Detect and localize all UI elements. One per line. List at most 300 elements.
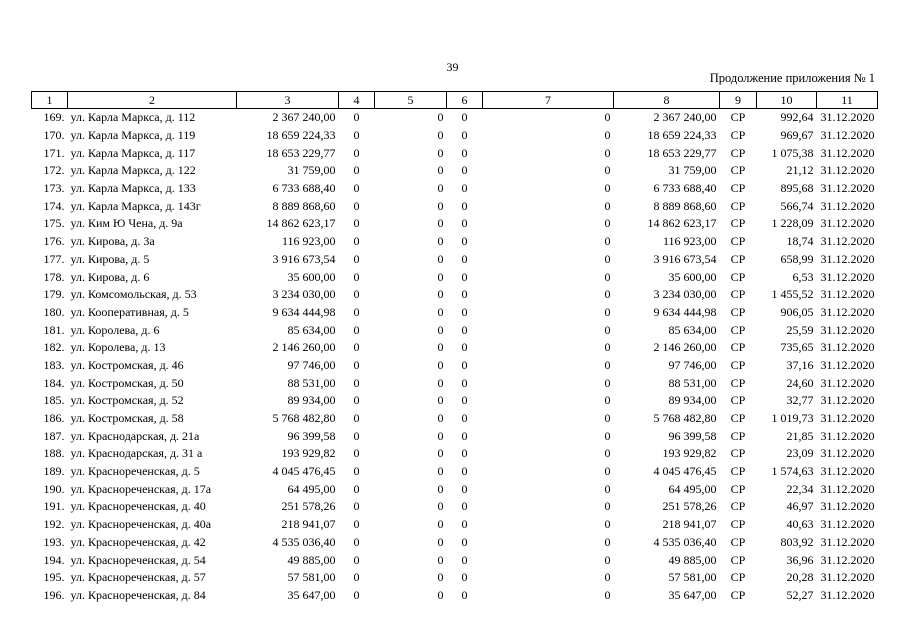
amount-col5-cell: 0 bbox=[437, 145, 444, 160]
row-number-cell: 187. bbox=[43, 428, 65, 443]
deadline-date-cell: 31.12.2020 bbox=[820, 446, 875, 461]
amount-col7-cell: 0 bbox=[604, 446, 611, 461]
column-header: 8 bbox=[614, 92, 720, 109]
row-number-cell: 178. bbox=[43, 269, 65, 284]
row-number-cell: 189. bbox=[43, 464, 65, 479]
deadline-date-cell: 31.12.2020 bbox=[820, 517, 875, 532]
column-header: 6 bbox=[447, 92, 483, 109]
address-cell: ул. Краснореченская, д. 40 bbox=[70, 499, 206, 514]
amount-total-cell: 18 659 224,33 bbox=[266, 128, 336, 143]
source-code-cell: СР bbox=[730, 357, 746, 372]
table-row bbox=[32, 215, 878, 233]
row-number-cell: 182. bbox=[43, 340, 65, 355]
amount-col7-cell: 0 bbox=[604, 322, 611, 337]
deadline-date-cell: 31.12.2020 bbox=[820, 428, 875, 443]
amount-total-cell: 49 885,00 bbox=[287, 552, 336, 567]
row-number-cell: 196. bbox=[43, 587, 65, 602]
amount-col8-cell: 35 647,00 bbox=[668, 587, 717, 602]
amount-col6-cell: 0 bbox=[461, 534, 468, 549]
source-code-cell: СР bbox=[730, 534, 746, 549]
column-header: 11 bbox=[817, 92, 878, 109]
source-code-cell: СР bbox=[730, 375, 746, 390]
amount-col7-cell: 0 bbox=[604, 481, 611, 496]
amount-col8-cell: 4 045 476,45 bbox=[653, 464, 717, 479]
row-number-cell: 172. bbox=[43, 163, 65, 178]
area-value-cell: 803,92 bbox=[780, 534, 814, 549]
address-cell: ул. Краснореченская, д. 17а bbox=[70, 481, 212, 496]
row-number-cell: 183. bbox=[43, 357, 65, 372]
source-code-cell: СР bbox=[730, 464, 746, 479]
amount-col7-cell: 0 bbox=[604, 216, 611, 231]
deadline-date-cell: 31.12.2020 bbox=[820, 287, 875, 302]
row-number-cell: 180. bbox=[43, 304, 65, 319]
amount-col5-cell: 0 bbox=[437, 287, 444, 302]
area-value-cell: 1 019,73 bbox=[771, 411, 814, 426]
table-row bbox=[32, 410, 878, 428]
area-value-cell: 6,53 bbox=[792, 269, 814, 284]
row-number-cell: 174. bbox=[43, 198, 65, 213]
table-row bbox=[32, 551, 878, 569]
amount-col5-cell: 0 bbox=[437, 587, 444, 602]
area-value-cell: 735,65 bbox=[780, 340, 814, 355]
area-value-cell: 1 574,63 bbox=[771, 464, 814, 479]
amount-col6-cell: 0 bbox=[461, 464, 468, 479]
column-header: 9 bbox=[720, 92, 757, 109]
amount-col6-cell: 0 bbox=[461, 517, 468, 532]
amount-col6-cell: 0 bbox=[461, 393, 468, 408]
amount-col7-cell: 0 bbox=[604, 198, 611, 213]
amount-col4-cell: 0 bbox=[353, 216, 360, 231]
amount-col5-cell: 0 bbox=[437, 552, 444, 567]
amount-col8-cell: 85 634,00 bbox=[668, 322, 717, 337]
amount-col5-cell: 0 bbox=[437, 499, 444, 514]
amount-col8-cell: 193 929,82 bbox=[662, 446, 717, 461]
amount-col4-cell: 0 bbox=[353, 110, 360, 125]
deadline-date-cell: 31.12.2020 bbox=[820, 411, 875, 426]
table-row bbox=[32, 127, 878, 145]
amount-col5-cell: 0 bbox=[437, 357, 444, 372]
row-number-cell: 181. bbox=[43, 322, 65, 337]
amount-col4-cell: 0 bbox=[353, 145, 360, 160]
source-code-cell: СР bbox=[730, 198, 746, 213]
column-header: 7 bbox=[483, 92, 614, 109]
amount-col8-cell: 4 535 036,40 bbox=[653, 534, 717, 549]
amount-col4-cell: 0 bbox=[353, 411, 360, 426]
amount-col5-cell: 0 bbox=[437, 269, 444, 284]
address-cell: ул. Краснореченская, д. 54 bbox=[70, 552, 206, 567]
source-code-cell: СР bbox=[730, 234, 746, 249]
area-value-cell: 658,99 bbox=[780, 251, 814, 266]
amount-col5-cell: 0 bbox=[437, 570, 444, 585]
amount-col4-cell: 0 bbox=[353, 446, 360, 461]
deadline-date-cell: 31.12.2020 bbox=[820, 499, 875, 514]
address-cell: ул. Кооперативная, д. 5 bbox=[70, 304, 189, 319]
amount-col6-cell: 0 bbox=[461, 181, 468, 196]
column-header: 4 bbox=[339, 92, 375, 109]
address-cell: ул. Карла Маркса, д. 143г bbox=[70, 198, 201, 213]
amount-col5-cell: 0 bbox=[437, 304, 444, 319]
amount-col6-cell: 0 bbox=[461, 128, 468, 143]
amount-col4-cell: 0 bbox=[353, 534, 360, 549]
table-row bbox=[32, 374, 878, 392]
amount-col4-cell: 0 bbox=[353, 251, 360, 266]
amount-total-cell: 4 535 036,40 bbox=[272, 534, 336, 549]
address-cell: ул. Кирова, д. 3а bbox=[70, 234, 155, 249]
amount-col6-cell: 0 bbox=[461, 198, 468, 213]
amount-col7-cell: 0 bbox=[604, 145, 611, 160]
amount-col6-cell: 0 bbox=[461, 322, 468, 337]
address-cell: ул. Краснореченская, д. 42 bbox=[70, 534, 206, 549]
amount-col8-cell: 218 941,07 bbox=[662, 517, 717, 532]
amount-col5-cell: 0 bbox=[437, 428, 444, 443]
table-row bbox=[32, 286, 878, 304]
row-number-cell: 173. bbox=[43, 181, 65, 196]
amount-col5-cell: 0 bbox=[437, 517, 444, 532]
amount-col5-cell: 0 bbox=[437, 322, 444, 337]
area-value-cell: 895,68 bbox=[780, 181, 814, 196]
table-row bbox=[32, 180, 878, 198]
amount-col5-cell: 0 bbox=[437, 110, 444, 125]
amount-col4-cell: 0 bbox=[353, 322, 360, 337]
deadline-date-cell: 31.12.2020 bbox=[820, 481, 875, 496]
amount-col7-cell: 0 bbox=[604, 499, 611, 514]
amount-col4-cell: 0 bbox=[353, 570, 360, 585]
table-row bbox=[32, 392, 878, 410]
amount-col8-cell: 88 531,00 bbox=[668, 375, 717, 390]
address-cell: ул. Краснодарская, д. 31 а bbox=[70, 446, 203, 461]
amount-col8-cell: 35 600,00 bbox=[668, 269, 717, 284]
area-value-cell: 22,34 bbox=[786, 481, 814, 496]
address-cell: ул. Карла Маркса, д. 122 bbox=[70, 163, 196, 178]
amount-total-cell: 4 045 476,45 bbox=[272, 464, 336, 479]
amount-total-cell: 2 146 260,00 bbox=[272, 340, 336, 355]
amount-col8-cell: 96 399,58 bbox=[668, 428, 717, 443]
source-code-cell: СР bbox=[730, 128, 746, 143]
area-value-cell: 21,85 bbox=[786, 428, 814, 443]
address-cell: ул. Кирова, д. 6 bbox=[70, 269, 150, 284]
column-header: 10 bbox=[757, 92, 817, 109]
amount-col6-cell: 0 bbox=[461, 428, 468, 443]
deadline-date-cell: 31.12.2020 bbox=[820, 128, 875, 143]
amount-col4-cell: 0 bbox=[353, 163, 360, 178]
amount-col4-cell: 0 bbox=[353, 499, 360, 514]
amount-col4-cell: 0 bbox=[353, 464, 360, 479]
area-value-cell: 32,77 bbox=[786, 393, 814, 408]
row-number-cell: 188. bbox=[43, 446, 65, 461]
amount-col8-cell: 251 578,26 bbox=[662, 499, 717, 514]
table-row bbox=[32, 480, 878, 498]
address-cell: ул. Комсомольская, д. 53 bbox=[70, 287, 197, 302]
amount-col8-cell: 18 653 229,77 bbox=[647, 145, 717, 160]
amount-col6-cell: 0 bbox=[461, 570, 468, 585]
address-cell: ул. Карла Маркса, д. 112 bbox=[70, 110, 196, 125]
deadline-date-cell: 31.12.2020 bbox=[820, 340, 875, 355]
amount-col6-cell: 0 bbox=[461, 411, 468, 426]
address-cell: ул. Краснодарская, д. 21а bbox=[70, 428, 200, 443]
amount-col5-cell: 0 bbox=[437, 534, 444, 549]
amount-col5-cell: 0 bbox=[437, 446, 444, 461]
amount-col7-cell: 0 bbox=[604, 340, 611, 355]
row-number-cell: 191. bbox=[43, 499, 65, 514]
address-cell: ул. Кирова, д. 5 bbox=[70, 251, 150, 266]
amount-col7-cell: 0 bbox=[604, 534, 611, 549]
amount-col6-cell: 0 bbox=[461, 163, 468, 178]
amount-col6-cell: 0 bbox=[461, 251, 468, 266]
table-row bbox=[32, 197, 878, 215]
address-cell: ул. Карла Маркса, д. 119 bbox=[70, 128, 196, 143]
amount-col5-cell: 0 bbox=[437, 181, 444, 196]
address-cell: ул. Костромская, д. 50 bbox=[70, 375, 184, 390]
amount-col6-cell: 0 bbox=[461, 234, 468, 249]
area-value-cell: 36,96 bbox=[786, 552, 814, 567]
amount-total-cell: 9 634 444,98 bbox=[272, 304, 336, 319]
amount-col6-cell: 0 bbox=[461, 375, 468, 390]
amount-col8-cell: 49 885,00 bbox=[668, 552, 717, 567]
amount-col4-cell: 0 bbox=[353, 552, 360, 567]
row-number-cell: 170. bbox=[43, 128, 65, 143]
amount-col7-cell: 0 bbox=[604, 393, 611, 408]
amount-col5-cell: 0 bbox=[437, 234, 444, 249]
amount-col7-cell: 0 bbox=[604, 587, 611, 602]
deadline-date-cell: 31.12.2020 bbox=[820, 322, 875, 337]
amount-col8-cell: 3 234 030,00 bbox=[653, 287, 717, 302]
amount-col4-cell: 0 bbox=[353, 304, 360, 319]
amount-col5-cell: 0 bbox=[437, 216, 444, 231]
row-number-cell: 190. bbox=[43, 481, 65, 496]
deadline-date-cell: 31.12.2020 bbox=[820, 393, 875, 408]
page-number: 39 bbox=[446, 60, 459, 74]
row-number-cell: 193. bbox=[43, 534, 65, 549]
amount-col8-cell: 8 889 868,60 bbox=[653, 198, 717, 213]
amount-col4-cell: 0 bbox=[353, 287, 360, 302]
amount-col8-cell: 31 759,00 bbox=[668, 163, 717, 178]
amount-total-cell: 64 495,00 bbox=[287, 481, 336, 496]
source-code-cell: СР bbox=[730, 499, 746, 514]
header-row bbox=[32, 92, 878, 109]
amount-total-cell: 251 578,26 bbox=[281, 499, 336, 514]
row-number-cell: 175. bbox=[43, 216, 65, 231]
amount-col4-cell: 0 bbox=[353, 428, 360, 443]
amount-total-cell: 18 653 229,77 bbox=[266, 145, 336, 160]
deadline-date-cell: 31.12.2020 bbox=[820, 304, 875, 319]
amount-col6-cell: 0 bbox=[461, 269, 468, 284]
address-cell: ул. Костромская, д. 58 bbox=[70, 411, 184, 426]
row-number-cell: 179. bbox=[43, 287, 65, 302]
source-code-cell: СР bbox=[730, 446, 746, 461]
amount-col6-cell: 0 bbox=[461, 340, 468, 355]
area-value-cell: 566,74 bbox=[780, 198, 814, 213]
deadline-date-cell: 31.12.2020 bbox=[820, 552, 875, 567]
source-code-cell: СР bbox=[730, 304, 746, 319]
area-value-cell: 1 455,52 bbox=[771, 287, 814, 302]
deadline-date-cell: 31.12.2020 bbox=[820, 375, 875, 390]
amount-col7-cell: 0 bbox=[604, 375, 611, 390]
amount-col4-cell: 0 bbox=[353, 517, 360, 532]
amount-col4-cell: 0 bbox=[353, 481, 360, 496]
column-header: 5 bbox=[375, 92, 447, 109]
row-number-cell: 185. bbox=[43, 393, 65, 408]
area-value-cell: 992,64 bbox=[780, 110, 814, 125]
amount-col5-cell: 0 bbox=[437, 198, 444, 213]
amount-col8-cell: 14 862 623,17 bbox=[647, 216, 717, 231]
area-value-cell: 24,60 bbox=[786, 375, 814, 390]
address-cell: ул. Костромская, д. 52 bbox=[70, 393, 184, 408]
amount-col5-cell: 0 bbox=[437, 163, 444, 178]
column-header: 1 bbox=[32, 92, 68, 109]
amount-col8-cell: 2 367 240,00 bbox=[653, 110, 717, 125]
table-row bbox=[32, 304, 878, 322]
amount-total-cell: 88 531,00 bbox=[287, 375, 336, 390]
source-code-cell: СР bbox=[730, 145, 746, 160]
amount-col4-cell: 0 bbox=[353, 198, 360, 213]
column-header: 2 bbox=[68, 92, 237, 109]
address-cell: ул. Краснореченская, д. 5 bbox=[70, 464, 200, 479]
amount-col6-cell: 0 bbox=[461, 110, 468, 125]
address-cell: ул. Краснореченская, д. 57 bbox=[70, 570, 206, 585]
source-code-cell: СР bbox=[730, 587, 746, 602]
amount-col7-cell: 0 bbox=[604, 128, 611, 143]
row-number-cell: 169. bbox=[43, 110, 65, 125]
deadline-date-cell: 31.12.2020 bbox=[820, 534, 875, 549]
table-row bbox=[32, 427, 878, 445]
deadline-date-cell: 31.12.2020 bbox=[820, 570, 875, 585]
row-number-cell: 177. bbox=[43, 251, 65, 266]
table-row bbox=[32, 587, 878, 605]
amount-col8-cell: 64 495,00 bbox=[668, 481, 717, 496]
deadline-date-cell: 31.12.2020 bbox=[820, 357, 875, 372]
amount-col5-cell: 0 bbox=[437, 128, 444, 143]
amount-col8-cell: 57 581,00 bbox=[668, 570, 717, 585]
amount-col6-cell: 0 bbox=[461, 481, 468, 496]
amount-col5-cell: 0 bbox=[437, 340, 444, 355]
amount-total-cell: 3 916 673,54 bbox=[272, 251, 336, 266]
deadline-date-cell: 31.12.2020 bbox=[820, 216, 875, 231]
deadline-date-cell: 31.12.2020 bbox=[820, 181, 875, 196]
amount-col7-cell: 0 bbox=[604, 287, 611, 302]
column-header: 3 bbox=[237, 92, 339, 109]
source-code-cell: СР bbox=[730, 110, 746, 125]
amount-total-cell: 2 367 240,00 bbox=[272, 110, 336, 125]
amount-col7-cell: 0 bbox=[604, 570, 611, 585]
amount-col8-cell: 89 934,00 bbox=[668, 393, 717, 408]
table-row bbox=[32, 534, 878, 552]
address-cell: ул. Карла Маркса, д. 117 bbox=[70, 145, 196, 160]
area-value-cell: 18,74 bbox=[786, 234, 814, 249]
source-code-cell: СР bbox=[730, 411, 746, 426]
table-row bbox=[32, 109, 878, 127]
table-row bbox=[32, 162, 878, 180]
source-code-cell: СР bbox=[730, 340, 746, 355]
table-row bbox=[32, 233, 878, 251]
source-code-cell: СР bbox=[730, 481, 746, 496]
amount-col7-cell: 0 bbox=[604, 181, 611, 196]
source-code-cell: СР bbox=[730, 517, 746, 532]
amount-col5-cell: 0 bbox=[437, 464, 444, 479]
amount-total-cell: 8 889 868,60 bbox=[272, 198, 336, 213]
area-value-cell: 37,16 bbox=[786, 357, 814, 372]
table-row bbox=[32, 251, 878, 269]
row-number-cell: 192. bbox=[43, 517, 65, 532]
table-row bbox=[32, 463, 878, 481]
continuation-title: Продолжение приложения № 1 bbox=[709, 71, 875, 85]
area-value-cell: 40,63 bbox=[786, 517, 814, 532]
source-code-cell: СР bbox=[730, 322, 746, 337]
amount-col4-cell: 0 bbox=[353, 128, 360, 143]
amount-col7-cell: 0 bbox=[604, 251, 611, 266]
area-value-cell: 1 228,09 bbox=[771, 216, 814, 231]
amount-col6-cell: 0 bbox=[461, 216, 468, 231]
row-number-cell: 184. bbox=[43, 375, 65, 390]
amount-total-cell: 31 759,00 bbox=[287, 163, 336, 178]
address-cell: ул. Карла Маркса, д. 133 bbox=[70, 181, 196, 196]
amount-total-cell: 89 934,00 bbox=[287, 393, 336, 408]
table-row bbox=[32, 569, 878, 587]
address-cell: ул. Краснореченская, д. 84 bbox=[70, 587, 206, 602]
address-cell: ул. Королева, д. 13 bbox=[70, 340, 166, 355]
source-code-cell: СР bbox=[730, 570, 746, 585]
amount-total-cell: 116 923,00 bbox=[281, 234, 336, 249]
table-row bbox=[32, 339, 878, 357]
table-row bbox=[32, 445, 878, 463]
amount-total-cell: 14 862 623,17 bbox=[266, 216, 336, 231]
address-cell: ул. Ким Ю Чена, д. 9а bbox=[70, 216, 183, 231]
amount-col6-cell: 0 bbox=[461, 446, 468, 461]
source-code-cell: СР bbox=[730, 552, 746, 567]
amount-col6-cell: 0 bbox=[461, 145, 468, 160]
address-cell: ул. Костромская, д. 46 bbox=[70, 357, 184, 372]
deadline-date-cell: 31.12.2020 bbox=[820, 198, 875, 213]
table-row bbox=[32, 357, 878, 375]
table-row bbox=[32, 144, 878, 162]
amount-col8-cell: 97 746,00 bbox=[668, 357, 717, 372]
deadline-date-cell: 31.12.2020 bbox=[820, 234, 875, 249]
deadline-date-cell: 31.12.2020 bbox=[820, 110, 875, 125]
amount-col5-cell: 0 bbox=[437, 481, 444, 496]
source-code-cell: СР bbox=[730, 216, 746, 231]
amount-total-cell: 97 746,00 bbox=[287, 357, 336, 372]
amount-col6-cell: 0 bbox=[461, 587, 468, 602]
amount-col7-cell: 0 bbox=[604, 234, 611, 249]
amount-col4-cell: 0 bbox=[353, 234, 360, 249]
deadline-date-cell: 31.12.2020 bbox=[820, 145, 875, 160]
row-number-cell: 176. bbox=[43, 234, 65, 249]
source-code-cell: СР bbox=[730, 251, 746, 266]
deadline-date-cell: 31.12.2020 bbox=[820, 464, 875, 479]
amount-total-cell: 193 929,82 bbox=[281, 446, 336, 461]
source-code-cell: СР bbox=[730, 393, 746, 408]
amount-col5-cell: 0 bbox=[437, 393, 444, 408]
amount-total-cell: 35 600,00 bbox=[287, 269, 336, 284]
amount-col7-cell: 0 bbox=[604, 110, 611, 125]
area-value-cell: 25,59 bbox=[786, 322, 814, 337]
amount-col4-cell: 0 bbox=[353, 181, 360, 196]
amount-col6-cell: 0 bbox=[461, 357, 468, 372]
area-value-cell: 906,05 bbox=[780, 304, 814, 319]
amount-col8-cell: 2 146 260,00 bbox=[653, 340, 717, 355]
deadline-date-cell: 31.12.2020 bbox=[820, 251, 875, 266]
row-number-cell: 194. bbox=[43, 552, 65, 567]
amount-col8-cell: 9 634 444,98 bbox=[653, 304, 717, 319]
amount-col7-cell: 0 bbox=[604, 163, 611, 178]
amount-col5-cell: 0 bbox=[437, 411, 444, 426]
amount-total-cell: 3 234 030,00 bbox=[272, 287, 336, 302]
amount-col8-cell: 18 659 224,33 bbox=[647, 128, 717, 143]
address-cell: ул. Краснореченская, д. 40а bbox=[70, 517, 212, 532]
row-number-cell: 186. bbox=[43, 411, 65, 426]
amount-total-cell: 57 581,00 bbox=[287, 570, 336, 585]
amount-col5-cell: 0 bbox=[437, 251, 444, 266]
area-value-cell: 20,28 bbox=[786, 570, 814, 585]
